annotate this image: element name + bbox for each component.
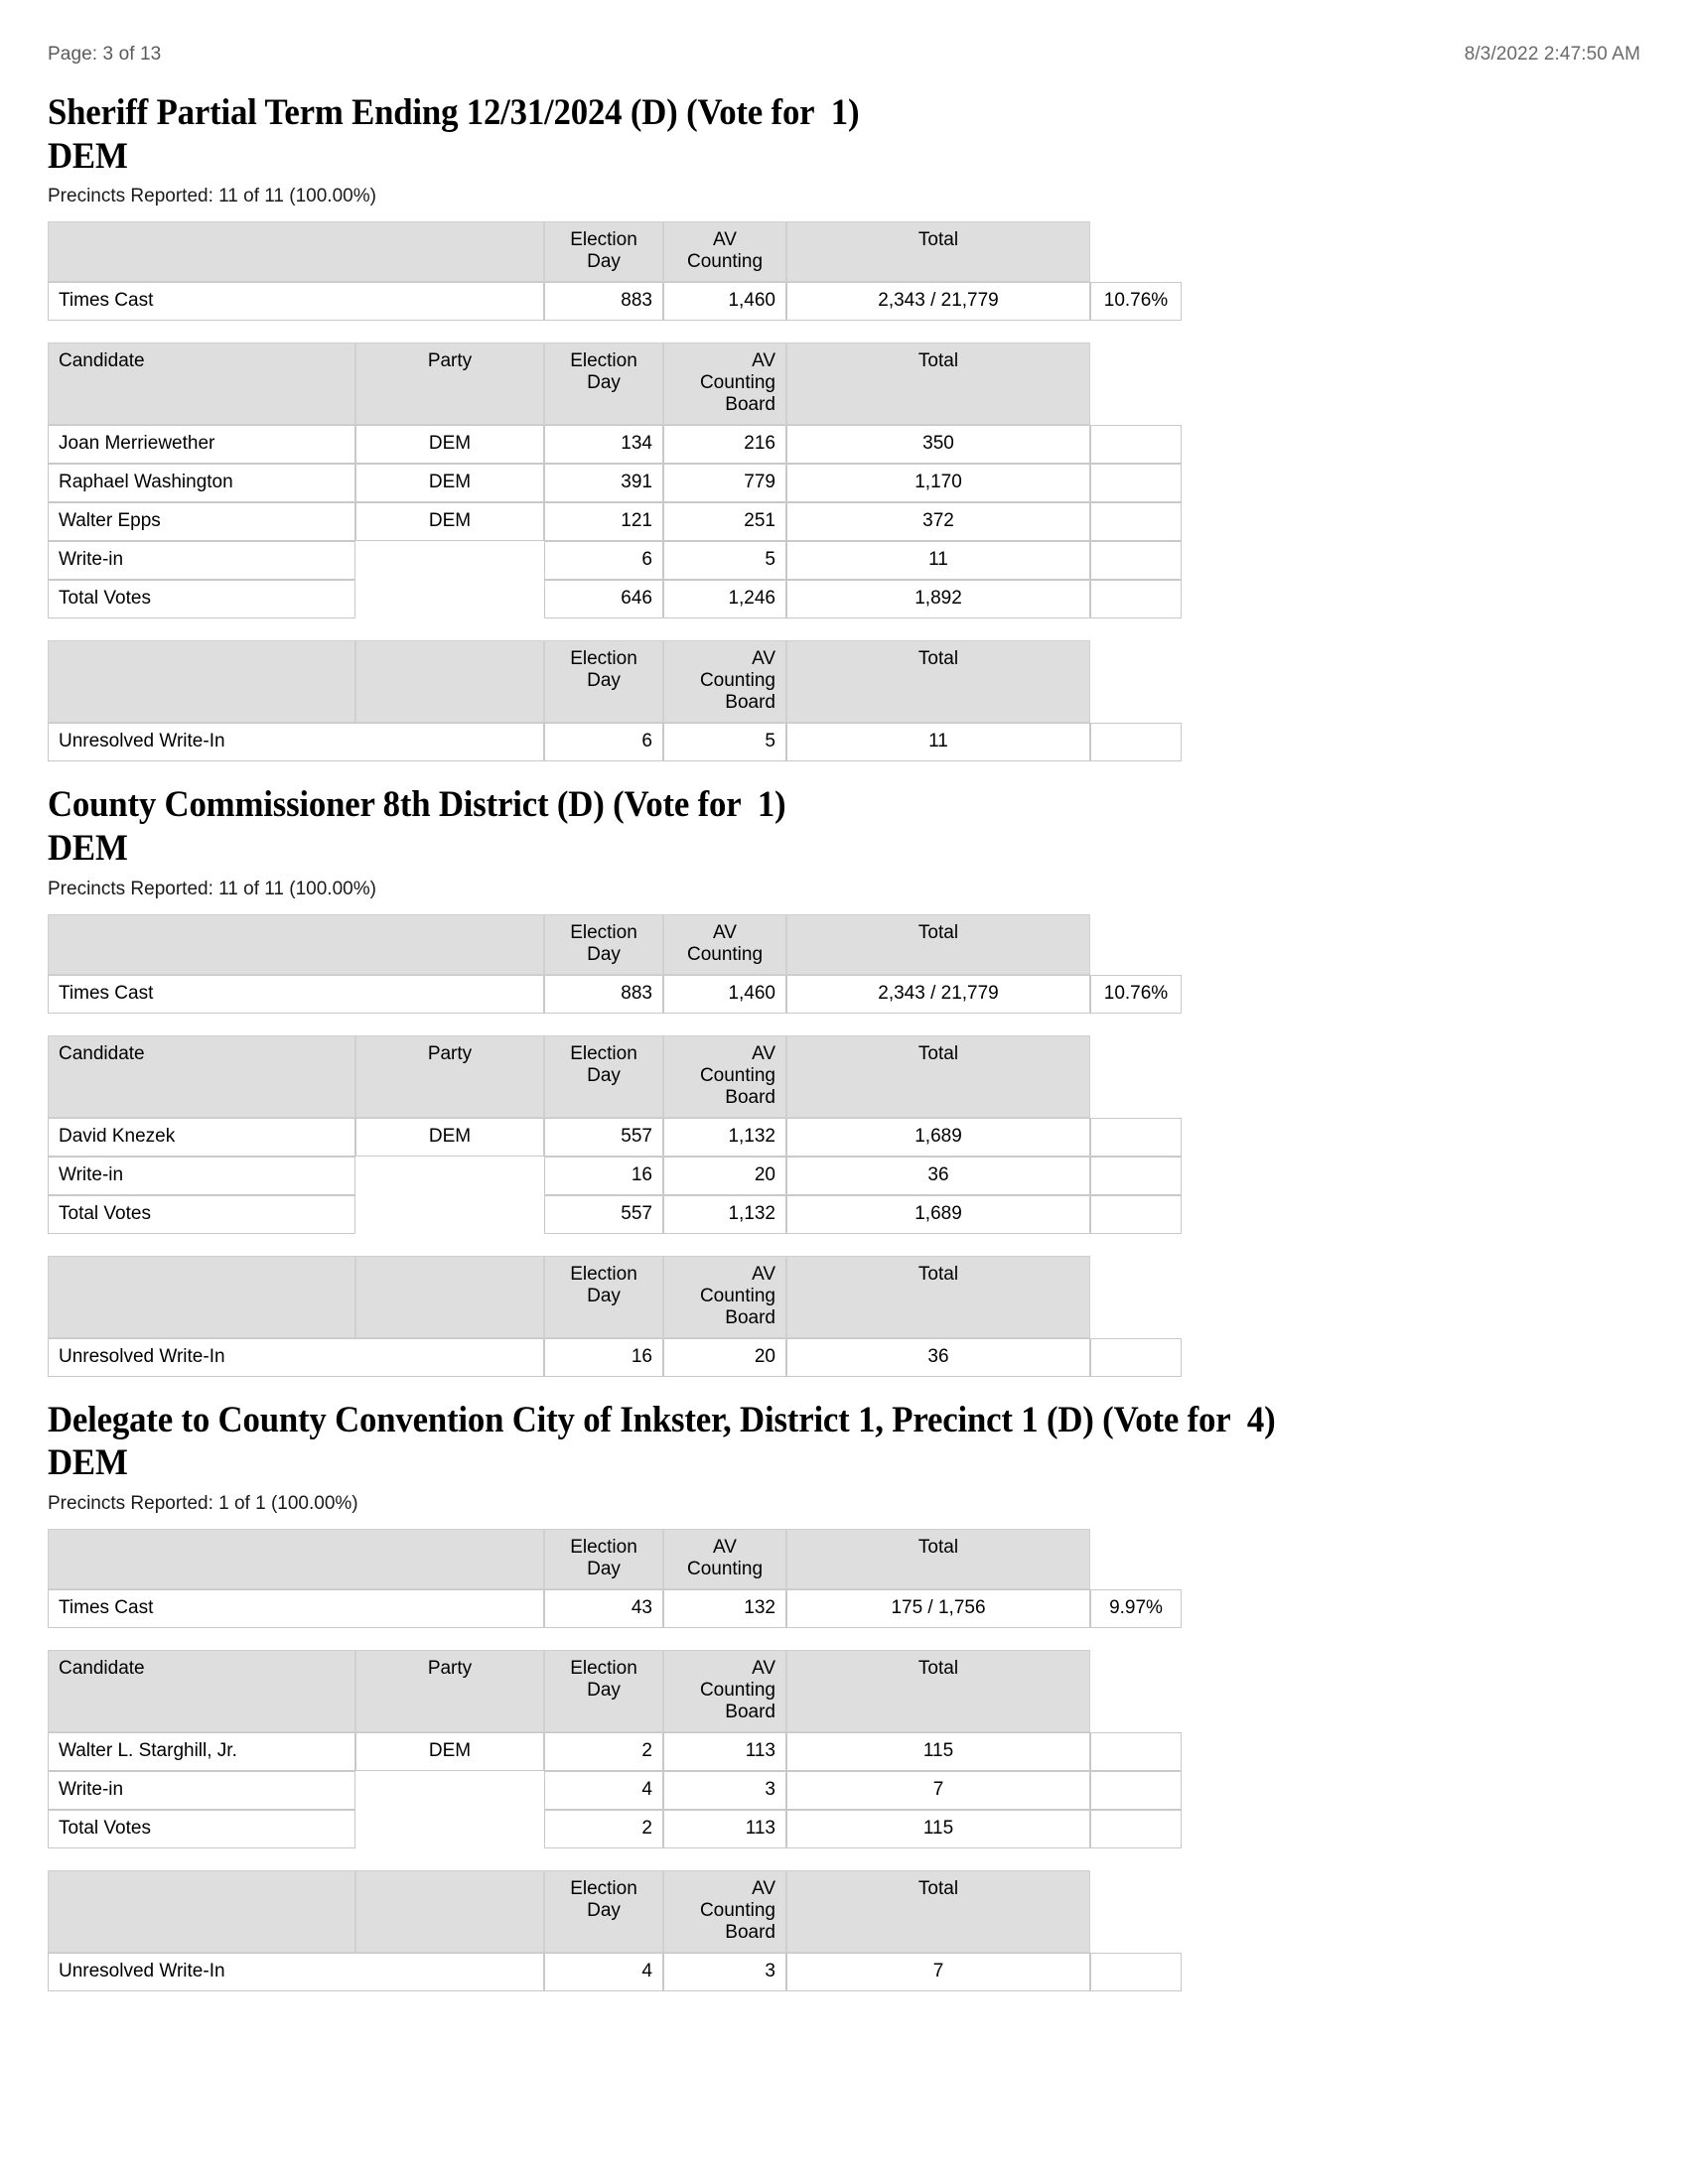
header-av-counting-board: AV Counting Board — [663, 640, 786, 723]
header-total: Total — [786, 1870, 1090, 1953]
contest-title: Sheriff Partial Term Ending 12/31/2024 (D) (Vote for 1) — [48, 92, 860, 133]
header-total: Total — [786, 1256, 1090, 1338]
contest-section — [48, 1399, 1640, 1991]
header-blank — [48, 640, 355, 723]
header-spacer — [1090, 221, 1182, 282]
candidate-name: Write-in — [48, 541, 355, 580]
times-cast-label: Times Cast — [48, 975, 544, 1014]
total-votes-trailing — [1090, 1195, 1182, 1234]
candidate-av-counting-board: 216 — [663, 425, 786, 464]
candidate-trailing — [1090, 502, 1182, 541]
header-party: Party — [355, 342, 544, 425]
page-number-label: Page: 3 of 13 — [48, 44, 162, 65]
candidate-av-counting-board: 20 — [663, 1157, 786, 1195]
candidate-trailing — [1090, 464, 1182, 502]
table-row — [48, 1195, 1182, 1234]
header-spacer — [1090, 1870, 1182, 1953]
candidate-trailing — [1090, 1157, 1182, 1195]
candidate-name: Raphael Washington — [48, 464, 355, 502]
report-timestamp: 8/3/2022 2:47:50 AM — [1464, 44, 1640, 65]
header-spacer — [1090, 1256, 1182, 1338]
candidate-total: 350 — [786, 425, 1090, 464]
header-election-day: Election Day — [544, 1035, 663, 1118]
header-spacer — [1090, 1035, 1182, 1118]
times-cast-table — [48, 221, 1182, 321]
times-cast-table — [48, 914, 1182, 1014]
candidate-total: 1,170 — [786, 464, 1090, 502]
header-av-counting-board: AV Counting Board — [663, 342, 786, 425]
header-candidate: Candidate — [48, 342, 355, 425]
table-header-row — [48, 1870, 1182, 1953]
header-av-counting: AV Counting — [663, 914, 786, 975]
unresolved-total: 7 — [786, 1953, 1090, 1991]
total-votes-party — [355, 580, 544, 618]
candidate-election-day: 134 — [544, 425, 663, 464]
table-row — [48, 1157, 1182, 1195]
header-blank — [355, 1870, 544, 1953]
contest-party-label: DEM — [48, 1442, 128, 1484]
candidate-party: DEM — [355, 502, 544, 541]
unresolved-write-in-label: Unresolved Write-In — [48, 1338, 544, 1377]
candidate-total: 115 — [786, 1732, 1090, 1771]
candidate-party: DEM — [355, 464, 544, 502]
header-election-day: Election Day — [544, 1529, 663, 1589]
candidate-name: Write-in — [48, 1771, 355, 1810]
candidate-total: 372 — [786, 502, 1090, 541]
total-votes-av-counting-board: 1,132 — [663, 1195, 786, 1234]
unresolved-election-day: 4 — [544, 1953, 663, 1991]
times-cast-percent: 10.76% — [1090, 975, 1182, 1014]
unresolved-trailing — [1090, 723, 1182, 761]
candidate-total: 11 — [786, 541, 1090, 580]
candidate-party: DEM — [355, 1118, 544, 1157]
candidates-table — [48, 1650, 1182, 1848]
header-av-counting-board: AV Counting Board — [663, 1256, 786, 1338]
candidate-av-counting-board: 3 — [663, 1771, 786, 1810]
header-spacer — [1090, 914, 1182, 975]
table-row — [48, 541, 1182, 580]
candidate-total: 7 — [786, 1771, 1090, 1810]
unresolved-total: 36 — [786, 1338, 1090, 1377]
unresolved-trailing — [1090, 1338, 1182, 1377]
table-row — [48, 502, 1182, 541]
table-header-row — [48, 1650, 1182, 1732]
total-votes-total: 1,892 — [786, 580, 1090, 618]
candidate-av-counting-board: 113 — [663, 1732, 786, 1771]
header-total: Total — [786, 221, 1090, 282]
page-header — [48, 44, 1640, 66]
candidate-party: DEM — [355, 425, 544, 464]
header-blank — [355, 1256, 544, 1338]
candidate-party — [355, 1771, 544, 1810]
total-votes-trailing — [1090, 580, 1182, 618]
header-av-counting-board: AV Counting Board — [663, 1035, 786, 1118]
header-total: Total — [786, 342, 1090, 425]
table-row — [48, 1810, 1182, 1848]
unresolved-write-in-label: Unresolved Write-In — [48, 723, 544, 761]
candidate-election-day: 4 — [544, 1771, 663, 1810]
header-election-day: Election Day — [544, 221, 663, 282]
header-av-counting: AV Counting — [663, 221, 786, 282]
candidate-election-day: 391 — [544, 464, 663, 502]
unresolved-av-counting-board: 3 — [663, 1953, 786, 1991]
candidate-name: David Knezek — [48, 1118, 355, 1157]
candidate-election-day: 6 — [544, 541, 663, 580]
header-total: Total — [786, 1650, 1090, 1732]
candidate-election-day: 557 — [544, 1118, 663, 1157]
unresolved-election-day: 16 — [544, 1338, 663, 1377]
table-row — [48, 282, 1182, 321]
total-votes-election-day: 2 — [544, 1810, 663, 1848]
header-blank — [48, 1529, 544, 1589]
unresolved-av-counting-board: 5 — [663, 723, 786, 761]
total-votes-total: 115 — [786, 1810, 1090, 1848]
unresolved-av-counting-board: 20 — [663, 1338, 786, 1377]
header-blank — [48, 914, 544, 975]
unresolved-total: 11 — [786, 723, 1090, 761]
candidate-trailing — [1090, 1771, 1182, 1810]
header-election-day: Election Day — [544, 640, 663, 723]
candidate-trailing — [1090, 425, 1182, 464]
total-votes-trailing — [1090, 1810, 1182, 1848]
table-row — [48, 1953, 1182, 1991]
times-cast-av-counting: 1,460 — [663, 282, 786, 321]
table-row — [48, 723, 1182, 761]
times-cast-percent: 10.76% — [1090, 282, 1182, 321]
contest-section — [48, 783, 1640, 1376]
header-election-day: Election Day — [544, 1256, 663, 1338]
header-total: Total — [786, 1035, 1090, 1118]
candidate-av-counting-board: 779 — [663, 464, 786, 502]
candidate-party — [355, 541, 544, 580]
contest-party-label: DEM — [48, 827, 128, 869]
header-candidate: Candidate — [48, 1035, 355, 1118]
candidate-name: Walter Epps — [48, 502, 355, 541]
times-cast-label: Times Cast — [48, 282, 544, 321]
unresolved-trailing — [1090, 1953, 1182, 1991]
total-votes-label: Total Votes — [48, 580, 355, 618]
unresolved-election-day: 6 — [544, 723, 663, 761]
candidate-trailing — [1090, 1732, 1182, 1771]
table-header-row — [48, 342, 1182, 425]
table-row — [48, 1118, 1182, 1157]
candidate-av-counting-board: 1,132 — [663, 1118, 786, 1157]
times-cast-percent: 9.97% — [1090, 1589, 1182, 1628]
table-row — [48, 425, 1182, 464]
header-blank — [48, 1256, 355, 1338]
header-spacer — [1090, 1529, 1182, 1589]
header-av-counting-board: AV Counting Board — [663, 1650, 786, 1732]
header-party: Party — [355, 1035, 544, 1118]
header-av-counting: AV Counting — [663, 1529, 786, 1589]
candidates-table — [48, 342, 1182, 618]
header-spacer — [1090, 1650, 1182, 1732]
total-votes-total: 1,689 — [786, 1195, 1090, 1234]
total-votes-label: Total Votes — [48, 1810, 355, 1848]
table-row — [48, 1589, 1182, 1628]
total-votes-av-counting-board: 1,246 — [663, 580, 786, 618]
header-total: Total — [786, 1529, 1090, 1589]
contest-section — [48, 91, 1640, 761]
table-row — [48, 975, 1182, 1014]
table-row — [48, 1771, 1182, 1810]
unresolved-write-in-table — [48, 640, 1182, 761]
unresolved-write-in-table — [48, 1256, 1182, 1377]
header-blank — [48, 221, 544, 282]
total-votes-party — [355, 1195, 544, 1234]
candidate-name: Joan Merriewether — [48, 425, 355, 464]
candidate-election-day: 2 — [544, 1732, 663, 1771]
times-cast-election-day: 43 — [544, 1589, 663, 1628]
candidate-total: 1,689 — [786, 1118, 1090, 1157]
table-header-row — [48, 221, 1182, 282]
candidates-table — [48, 1035, 1182, 1234]
total-votes-label: Total Votes — [48, 1195, 355, 1234]
contests-container — [48, 91, 1640, 1991]
header-party: Party — [355, 1650, 544, 1732]
times-cast-table — [48, 1529, 1182, 1628]
header-total: Total — [786, 640, 1090, 723]
header-election-day: Election Day — [544, 1650, 663, 1732]
header-av-counting-board: AV Counting Board — [663, 1870, 786, 1953]
candidate-av-counting-board: 251 — [663, 502, 786, 541]
times-cast-total: 2,343 / 21,779 — [786, 975, 1090, 1014]
times-cast-av-counting: 1,460 — [663, 975, 786, 1014]
total-votes-election-day: 557 — [544, 1195, 663, 1234]
precincts-reported: Precincts Reported: 11 of 11 (100.00%) — [48, 186, 376, 207]
header-election-day: Election Day — [544, 342, 663, 425]
times-cast-total: 175 / 1,756 — [786, 1589, 1090, 1628]
table-header-row — [48, 640, 1182, 723]
candidate-trailing — [1090, 541, 1182, 580]
precincts-reported: Precincts Reported: 1 of 1 (100.00%) — [48, 1492, 358, 1514]
candidate-name: Walter L. Starghill, Jr. — [48, 1732, 355, 1771]
contest-title: County Commissioner 8th District (D) (Vote for 1) — [48, 784, 786, 826]
header-spacer — [1090, 640, 1182, 723]
header-blank — [48, 1870, 355, 1953]
candidate-party: DEM — [355, 1732, 544, 1771]
candidate-party — [355, 1157, 544, 1195]
table-header-row — [48, 914, 1182, 975]
times-cast-total: 2,343 / 21,779 — [786, 282, 1090, 321]
table-row — [48, 580, 1182, 618]
candidate-av-counting-board: 5 — [663, 541, 786, 580]
header-election-day: Election Day — [544, 914, 663, 975]
total-votes-party — [355, 1810, 544, 1848]
contest-party-label: DEM — [48, 135, 128, 177]
candidate-election-day: 16 — [544, 1157, 663, 1195]
table-row — [48, 1732, 1182, 1771]
candidate-name: Write-in — [48, 1157, 355, 1195]
header-blank — [355, 640, 544, 723]
precincts-reported: Precincts Reported: 11 of 11 (100.00%) — [48, 878, 376, 899]
total-votes-election-day: 646 — [544, 580, 663, 618]
times-cast-election-day: 883 — [544, 975, 663, 1014]
table-row — [48, 1338, 1182, 1377]
header-total: Total — [786, 914, 1090, 975]
header-spacer — [1090, 342, 1182, 425]
total-votes-av-counting-board: 113 — [663, 1810, 786, 1848]
candidate-election-day: 121 — [544, 502, 663, 541]
times-cast-av-counting: 132 — [663, 1589, 786, 1628]
header-candidate: Candidate — [48, 1650, 355, 1732]
contest-title: Delegate to County Convention City of Inkster, District 1, Precinct 1 (D) (Vote for 4) — [48, 1399, 1276, 1440]
unresolved-write-in-table — [48, 1870, 1182, 1991]
table-header-row — [48, 1035, 1182, 1118]
header-election-day: Election Day — [544, 1870, 663, 1953]
table-header-row — [48, 1256, 1182, 1338]
times-cast-label: Times Cast — [48, 1589, 544, 1628]
table-header-row — [48, 1529, 1182, 1589]
table-row — [48, 464, 1182, 502]
candidate-trailing — [1090, 1118, 1182, 1157]
unresolved-write-in-label: Unresolved Write-In — [48, 1953, 544, 1991]
times-cast-election-day: 883 — [544, 282, 663, 321]
candidate-total: 36 — [786, 1157, 1090, 1195]
